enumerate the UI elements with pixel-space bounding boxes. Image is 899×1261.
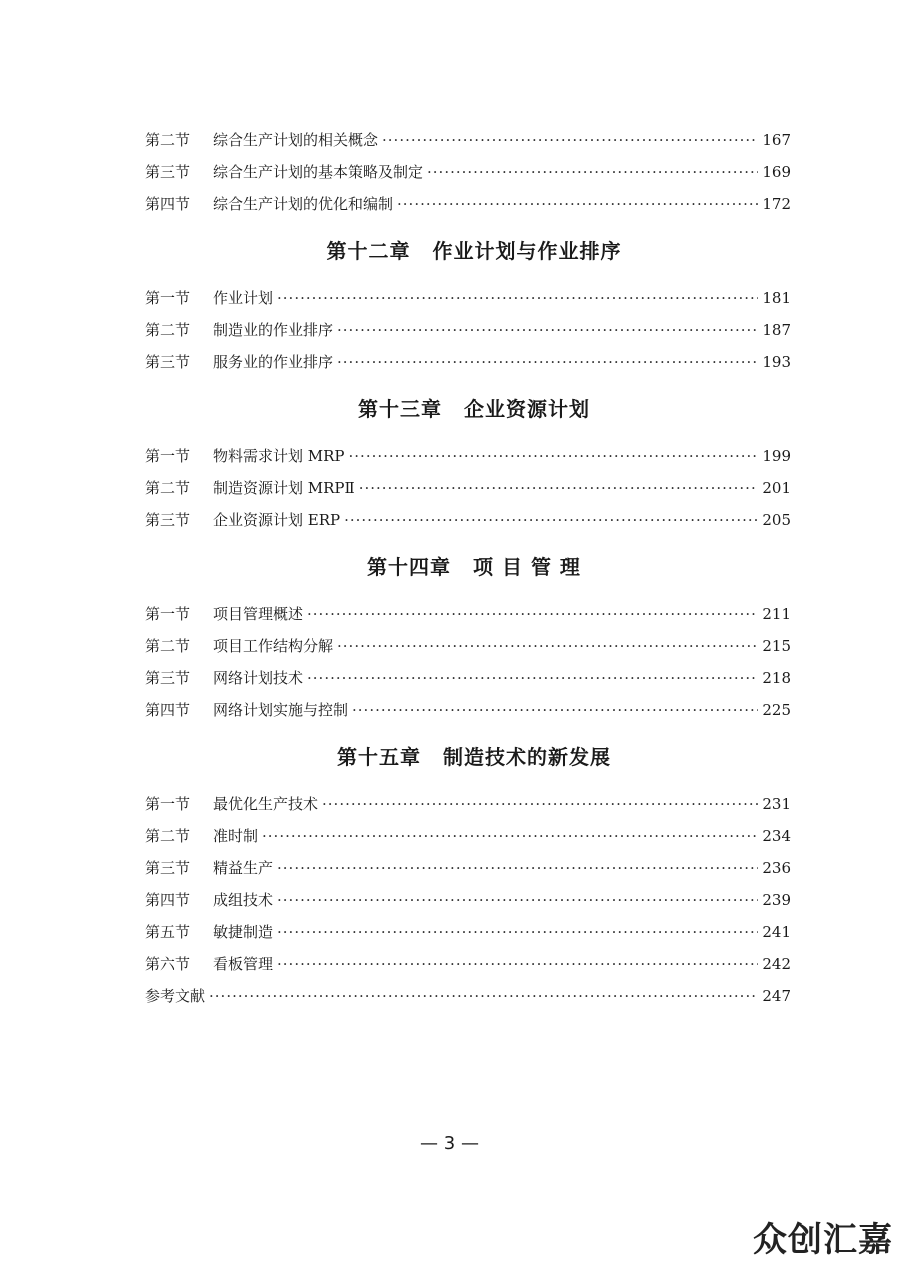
chapter-number: 第十二章 [326, 239, 411, 263]
section-number: 第三节 [145, 353, 191, 371]
dot-leader [397, 188, 758, 220]
section-number: 第一节 [145, 447, 191, 465]
section-title: 物料需求计划 MRP [213, 447, 345, 465]
dot-leader [277, 852, 758, 884]
toc-entry-references[interactable] [145, 980, 791, 1012]
toc-entry[interactable] [145, 916, 791, 948]
references-title: 参考文献 [145, 987, 206, 1005]
page-ref: 201 [762, 479, 791, 497]
section-title: 精益生产 [213, 859, 274, 877]
section-number: 第三节 [145, 511, 191, 529]
section-title: 项目工作结构分解 [213, 637, 334, 655]
dot-leader [277, 916, 758, 948]
section-title: 网络计划实施与控制 [213, 701, 349, 719]
page-ref: 193 [762, 353, 791, 371]
toc-entry[interactable] [145, 598, 791, 630]
page-ref: 236 [762, 859, 791, 877]
page-ref: 187 [762, 321, 791, 339]
section-number: 第二节 [145, 131, 191, 149]
page-ref: 234 [762, 827, 791, 845]
chapter-number: 第十四章 [367, 555, 452, 579]
dot-leader [337, 314, 758, 346]
page-ref: 211 [762, 605, 791, 623]
section-title: 项目管理概述 [213, 605, 304, 623]
section-title: 服务业的作业排序 [213, 353, 334, 371]
dot-leader [427, 156, 758, 188]
section-number: 第三节 [145, 859, 191, 877]
section-number: 第二节 [145, 637, 191, 655]
dot-leader [277, 282, 758, 314]
section-number: 第二节 [145, 321, 191, 339]
toc-entry[interactable] [145, 188, 791, 220]
section-title: 企业资源计划 ERP [213, 511, 341, 529]
dot-leader [307, 662, 758, 694]
toc-entry[interactable] [145, 884, 791, 916]
page-number: — 3 — [420, 1133, 479, 1154]
chapter-title: 作业计划与作业排序 [432, 239, 622, 263]
section-title: 制造资源计划 MRPⅡ [213, 479, 355, 497]
section-title: 综合生产计划的相关概念 [213, 131, 379, 149]
chapter-title: 制造技术的新发展 [443, 745, 611, 769]
section-number: 第二节 [145, 827, 191, 845]
dot-leader [322, 788, 758, 820]
dot-leader [349, 440, 759, 472]
section-title: 综合生产计划的优化和编制 [213, 195, 394, 213]
section-title: 网络计划技术 [213, 669, 304, 687]
section-number: 第三节 [145, 669, 191, 687]
toc-entry[interactable] [145, 694, 791, 726]
dot-leader [277, 948, 758, 980]
section-number: 第六节 [145, 955, 191, 973]
table-of-contents [145, 124, 791, 1012]
toc-entry[interactable] [145, 948, 791, 980]
page-ref: 172 [762, 195, 791, 213]
dot-leader [262, 820, 758, 852]
toc-entry[interactable] [145, 124, 791, 156]
toc-entry[interactable] [145, 820, 791, 852]
page-ref: 225 [762, 701, 791, 719]
page-ref: 239 [762, 891, 791, 909]
dot-leader [277, 884, 758, 916]
chapter-title: 项 目 管 理 [473, 555, 581, 579]
page-ref: 169 [762, 163, 791, 181]
page-ref: 247 [762, 987, 791, 1005]
page-ref: 242 [762, 955, 791, 973]
toc-entry[interactable] [145, 630, 791, 662]
page-ref: 241 [762, 923, 791, 941]
chapter-heading-12[interactable] [145, 220, 791, 282]
dot-leader [337, 346, 758, 378]
section-title: 成组技术 [213, 891, 274, 909]
section-title: 最优化生产技术 [213, 795, 319, 813]
section-number: 第四节 [145, 891, 191, 909]
dot-leader [359, 472, 759, 504]
page-ref: 181 [762, 289, 791, 307]
toc-entry[interactable] [145, 504, 791, 536]
dot-leader [344, 504, 758, 536]
section-number: 第四节 [145, 701, 191, 719]
section-title: 准时制 [213, 827, 259, 845]
section-number: 第一节 [145, 289, 191, 307]
toc-entry[interactable] [145, 156, 791, 188]
page-ref: 205 [762, 511, 791, 529]
chapter-heading-15[interactable] [145, 726, 791, 788]
dot-leader [337, 630, 758, 662]
dot-leader [352, 694, 758, 726]
chapter-number: 第十五章 [337, 745, 421, 769]
chapter-number: 第十三章 [358, 397, 442, 421]
toc-entry[interactable] [145, 662, 791, 694]
chapter-heading-14[interactable] [145, 536, 791, 598]
toc-entry[interactable] [145, 282, 791, 314]
watermark-logo: 众创汇嘉 [753, 1220, 893, 1260]
chapter-heading-13[interactable] [145, 378, 791, 440]
section-number: 第一节 [145, 795, 191, 813]
page-ref: 167 [762, 131, 791, 149]
toc-entry[interactable] [145, 314, 791, 346]
page-ref: 231 [762, 795, 791, 813]
section-title: 制造业的作业排序 [213, 321, 334, 339]
section-number: 第一节 [145, 605, 191, 623]
toc-entry[interactable] [145, 788, 791, 820]
section-number: 第三节 [145, 163, 191, 181]
dot-leader [307, 598, 758, 630]
toc-entry[interactable] [145, 346, 791, 378]
page-ref: 215 [762, 637, 791, 655]
section-title: 作业计划 [213, 289, 274, 307]
toc-entry[interactable] [145, 852, 791, 884]
page-ref: 218 [762, 669, 791, 687]
section-number: 第四节 [145, 195, 191, 213]
section-number: 第五节 [145, 923, 191, 941]
dot-leader [382, 124, 758, 156]
section-number: 第二节 [145, 479, 191, 497]
section-title: 敏捷制造 [213, 923, 274, 941]
chapter-title: 企业资源计划 [464, 397, 590, 421]
section-title: 看板管理 [213, 955, 274, 973]
page-ref: 199 [762, 447, 791, 465]
section-title: 综合生产计划的基本策略及制定 [213, 163, 424, 181]
toc-entry[interactable] [145, 472, 791, 504]
toc-entry[interactable] [145, 440, 791, 472]
dot-leader [209, 980, 758, 1012]
